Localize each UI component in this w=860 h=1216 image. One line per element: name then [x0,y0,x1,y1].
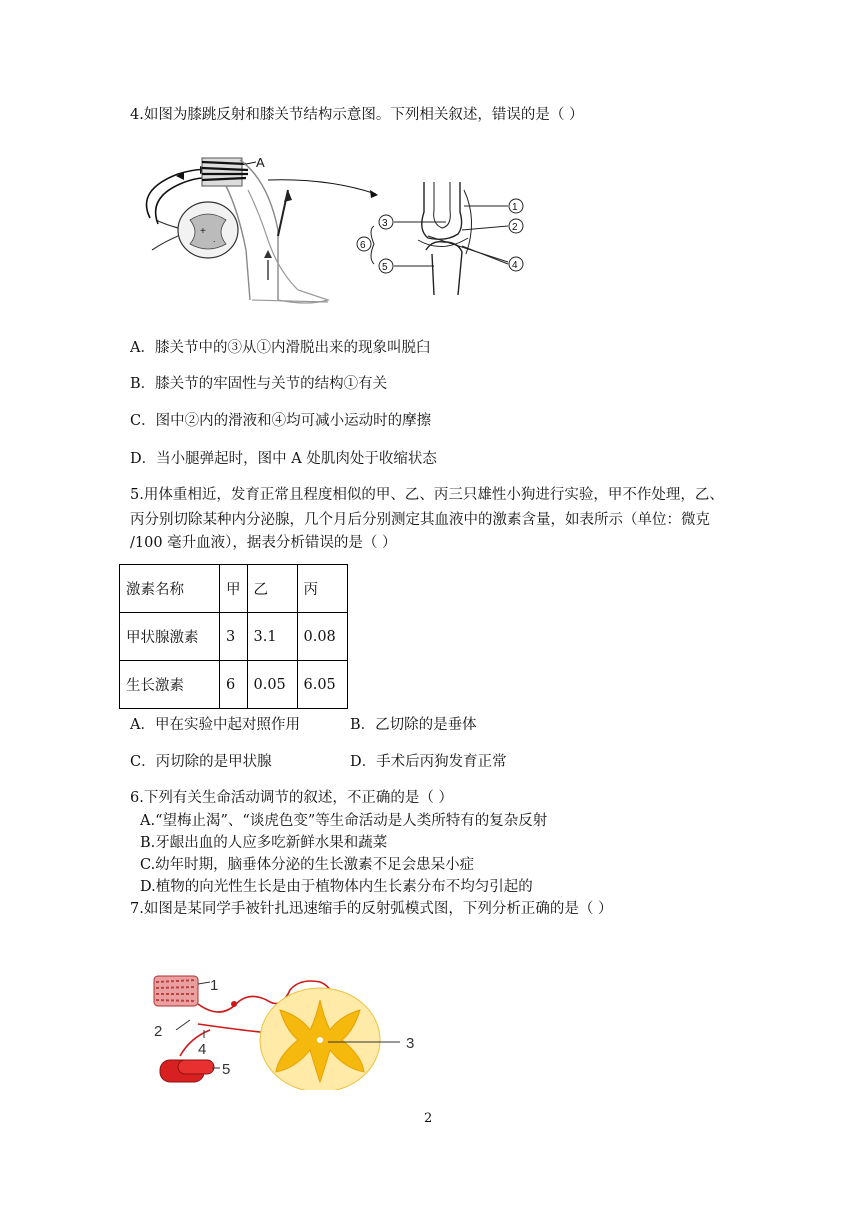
question-5-option-d[interactable]: D．手术后丙狗发育正常 [350,754,507,770]
table-cell: 3 [220,613,248,661]
question-5-option-b[interactable]: B．乙切除的是垂体 [350,717,477,733]
question-7-stem: 7.如图是某同学手被针扎迅速缩手的反射弧模式图，下列分析正确的是（ ） [130,901,613,917]
table-header-cell: 丙 [297,565,347,613]
question-4-option-a[interactable]: A．膝关节中的③从①内滑脱出来的现象叫脱臼 [130,340,431,356]
question-4-option-d[interactable]: D．当小腿弹起时，图中 A 处肌肉处于收缩状态 [130,451,437,467]
svg-text:3: 3 [382,218,388,229]
label-1: 1 [210,977,219,994]
question-5-stem-line-3: /100 毫升血液），据表分析错误的是（ ） [130,535,397,551]
label-5: 5 [222,1061,231,1078]
table-cell: 6 [220,661,248,709]
knee-jerk-reflex-figure [128,150,538,310]
table-header-cell: 乙 [247,565,297,613]
reflex-arc-figure [150,960,430,1090]
svg-text:.: . [213,234,216,244]
label-2: 2 [154,1023,163,1040]
label-3: 3 [406,1035,415,1052]
svg-text:6: 6 [360,240,366,251]
spinal-cord-drawing [152,202,238,258]
table-row [120,613,348,661]
page-number: 2 [424,1111,433,1126]
hormone-table [119,564,348,709]
table-header-row [120,565,348,613]
question-4-option-b[interactable]: B．膝关节的牢固性与关节的结构①有关 [130,376,388,392]
label-a: A [256,155,265,170]
table-cell: 0.05 [247,661,297,709]
svg-text:2: 2 [512,222,518,233]
question-6-option-d[interactable]: D.植物的向光性生长是由于植物体内生长素分布不均匀引起的 [140,879,533,895]
table-cell: 3.1 [247,613,297,661]
table-cell: 6.05 [297,661,347,709]
spinal-cord-drawing [260,988,380,1090]
muscle-drawing [160,1060,214,1082]
question-5-option-c[interactable]: C．丙切除的是甲状腺 [130,754,272,770]
label-4: 4 [198,1041,207,1058]
svg-text:5: 5 [382,262,388,273]
table-cell: 生长激素 [120,661,220,709]
svg-text:4: 4 [512,260,518,271]
knee-joint-drawing [418,182,472,295]
svg-text:+: + [200,226,206,237]
table-cell: 甲状腺激素 [120,613,220,661]
skin-receptor-drawing [154,976,198,1006]
question-4-option-c[interactable]: C．图中②内的滑液和④均可减小运动时的摩擦 [130,413,432,429]
table-header-cell: 甲 [220,565,248,613]
table-cell: 0.08 [297,613,347,661]
question-5-stem-line-1: 5.用体重相近，发育正常且程度相似的甲、乙、丙三只雄性小狗进行实验，甲不作处理，乙、 [130,487,724,503]
question-6-option-b[interactable]: B.牙龈出血的人应多吃新鲜水果和蔬菜 [140,835,388,851]
question-6-stem: 6.下列有关生命活动调节的叙述，不正确的是（ ） [130,790,453,806]
question-6-option-a[interactable]: A.“望梅止渴”、“谈虎色变”等生命活动是人类所特有的复杂反射 [140,813,548,829]
svg-text:1: 1 [512,202,518,213]
table-header-cell: 激素名称 [120,565,220,613]
table-row [120,661,348,709]
question-6-option-c[interactable]: C.幼年时期，脑垂体分泌的生长激素不足会患呆小症 [140,857,475,873]
question-5-stem-line-2: 丙分别切除某种内分泌腺，几个月后分别测定其血液中的激素含量，如表所示（单位：微克 [130,512,710,528]
question-5-option-a[interactable]: A．甲在实验中起对照作用 [130,717,300,733]
question-4-stem: 4.如图为膝跳反射和膝关节结构示意图。下列相关叙述，错误的是（ ） [130,107,584,123]
